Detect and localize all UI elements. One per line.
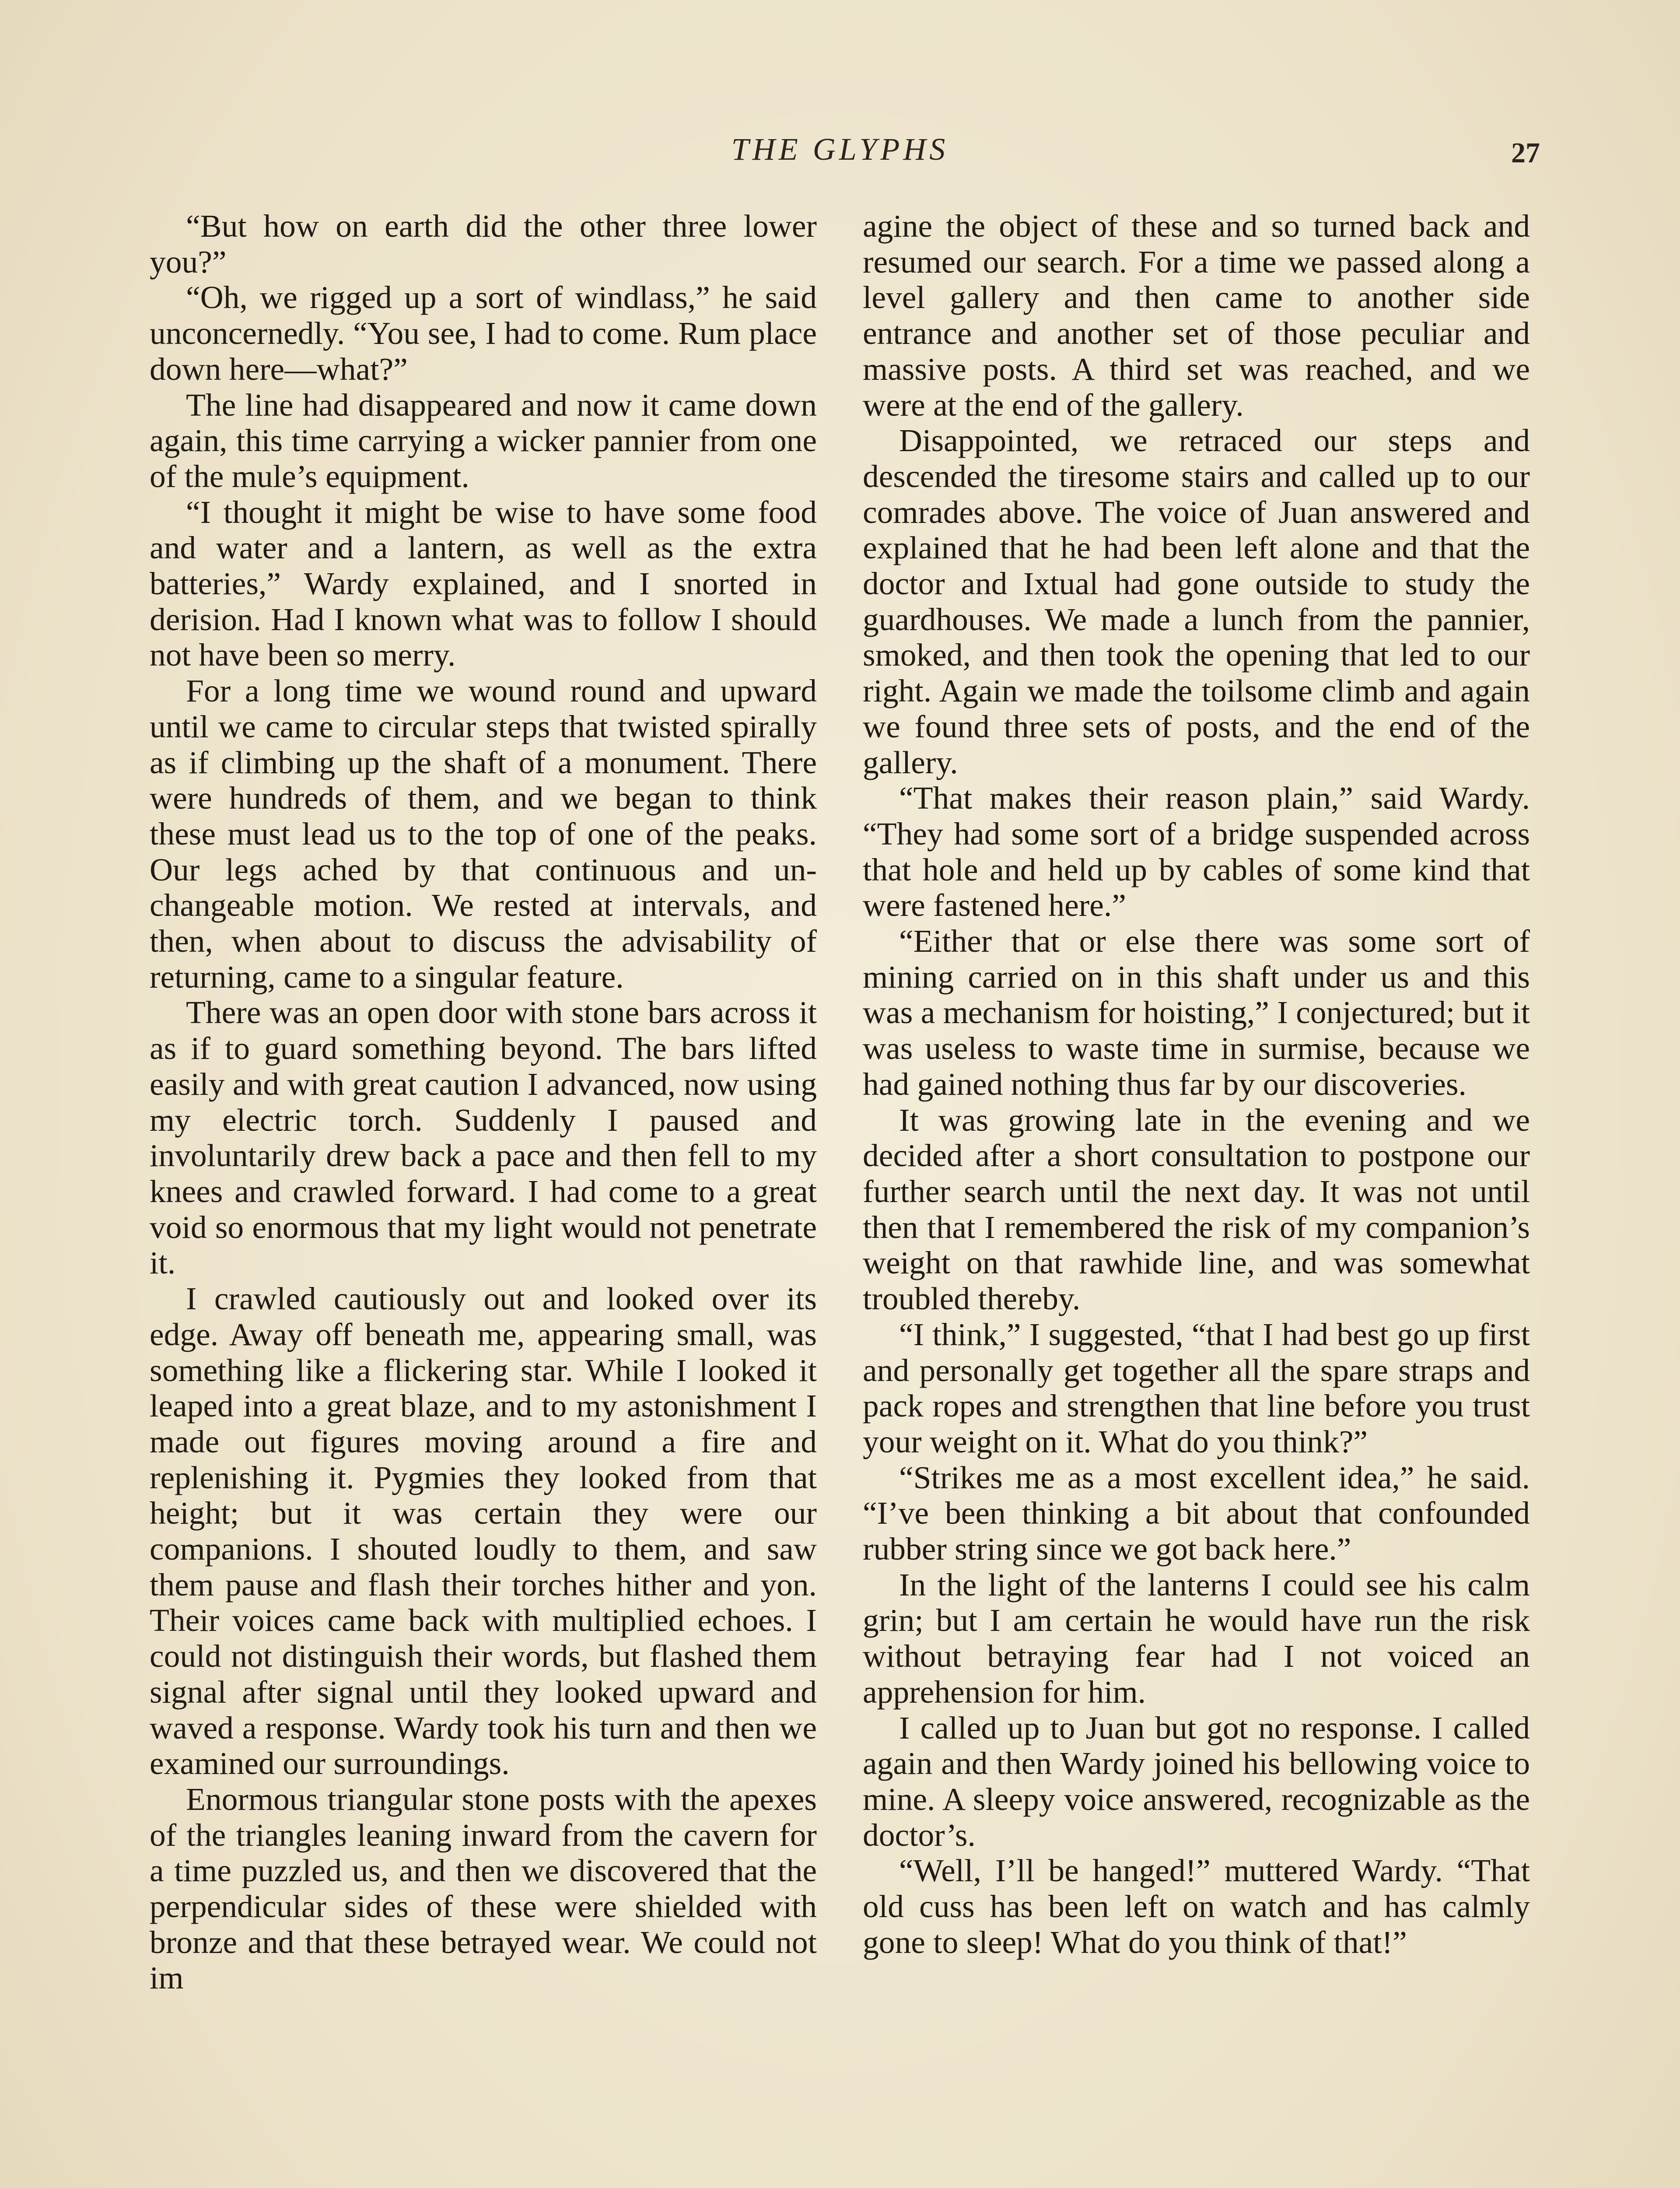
right-column — [863, 208, 1530, 1960]
paragraph: There was an open door with stone bars across it as if to guard something beyond. The bars lifted easily and with great caution I advanced, now using my electric torch. Suddenly I paused and involuntarily drew back a pace and then fell to my knees and crawled forward. I had come to a great void so enormous that my light would not penetrate it. — [150, 995, 817, 1281]
paragraph: The line had disappeared and now it came down again, this time carrying a wicker pannier from one of the mule’s equipment. — [150, 387, 817, 494]
running-head: THE GLYPHS — [731, 132, 949, 167]
paragraph: “That makes their reason plain,” said Wardy. “They had some sort of a bridge suspended across that hole and held up by cables of some kind that were fastened here.” — [863, 780, 1530, 923]
paragraph-continued: agine the object of these and so turned back and resumed our search. For a time we passed along a level gallery and then came to another side entrance and another set of those peculiar and massive posts. A third set was reached, and we were at the end of the gallery. — [863, 208, 1530, 423]
paragraph: Disappointed, we retraced our steps and descended the tiresome stairs and called up to our comrades above. The voice of Juan answered and explained that he had been left alone and that the doctor and Ixtual had gone outside to study the guardhouses. We made a lunch from the pannier, smoked, and then took the opening that led to our right. Again we made the toilsome climb and again we found three sets of posts, and the end of the gallery. — [863, 423, 1530, 780]
paragraph: I crawled cautiously out and looked over its edge. Away off beneath me, appearing small, was something like a flickering star. While I looked it leaped into a great blaze, and to my astonishment I made out figures moving around a fire and replenishing it. Pygmies they looked from that height; but it was certain they were our companions. I shouted loudly to them, and saw them pause and flash their torches hither and yon. Their voices came back with multiplied echoes. I could not distinguish their words, but flashed them signal after signal until they looked upward and waved a response. Wardy took his turn and then we examined our surroundings. — [150, 1281, 817, 1781]
paragraph: “I thought it might be wise to have some food and water and a lantern, as well as the extra batteries,” Wardy explained, and I snorted in derision. Had I known what was to follow I should not have been so merry. — [150, 494, 817, 673]
paragraph: It was growing late in the evening and we decided after a short consultation to postpone our further search until the next day. It was not until then that I remembered the risk of my companion’s weight on that rawhide line, and was somewhat troubled thereby. — [863, 1102, 1530, 1317]
paragraph: I called up to Juan but got no response. I called again and then Wardy joined his bellowing voice to mine. A sleepy voice answered, recognizable as the doctor’s. — [863, 1710, 1530, 1853]
paragraph: “Well, I’ll be hanged!” muttered Wardy. “That old cuss has been left on watch and has calmly gone to sleep! What do you think of that!” — [863, 1853, 1530, 1960]
page-number: 27 — [1511, 137, 1540, 169]
paragraph: “Strikes me as a most excellent idea,” he said. “I’ve been thinking a bit about that confounded rubber string since we got back here.” — [863, 1459, 1530, 1567]
paragraph: “Either that or else there was some sort of mining carried on in this shaft under us and this was a mechanism for hoisting,” I conjectured; but it was useless to waste time in surmise, because we had gained nothing thus far by our discoveries. — [863, 923, 1530, 1102]
paragraph: For a long time we wound round and upward until we came to circular steps that twisted spirally as if climbing up the shaft of a monument. There were hundreds of them, and we began to think these must lead us to the top of one of the peaks. Our legs ached by that continuous and unchangeable motion. We rested at intervals, and then, when about to discuss the advisability of returning, came to a singular feature. — [150, 673, 817, 995]
left-column — [150, 208, 817, 1996]
paragraph: “I think,” I suggested, “that I had best go up first and personally get together all the spare straps and pack ropes and strengthen that line before you trust your weight on it. What do you think?” — [863, 1316, 1530, 1459]
paragraph: “But how on earth did the other three lower you?” — [150, 208, 817, 280]
paragraph: “Oh, we rigged up a sort of windlass,” he said unconcernedly. “You see, I had to come. Rum place down here—what?” — [150, 280, 817, 387]
paragraph: In the light of the lanterns I could see his calm grin; but I am certain he would have run the risk without betraying fear had I not voiced an apprehension for him. — [863, 1567, 1530, 1710]
paragraph: Enormous triangular stone posts with the apexes of the triangles leaning inward from the cavern for a time puzzled us, and then we discovered that the perpendicular sides of these were shielded with bronze and that these betrayed wear. We could not im — [150, 1781, 817, 1996]
